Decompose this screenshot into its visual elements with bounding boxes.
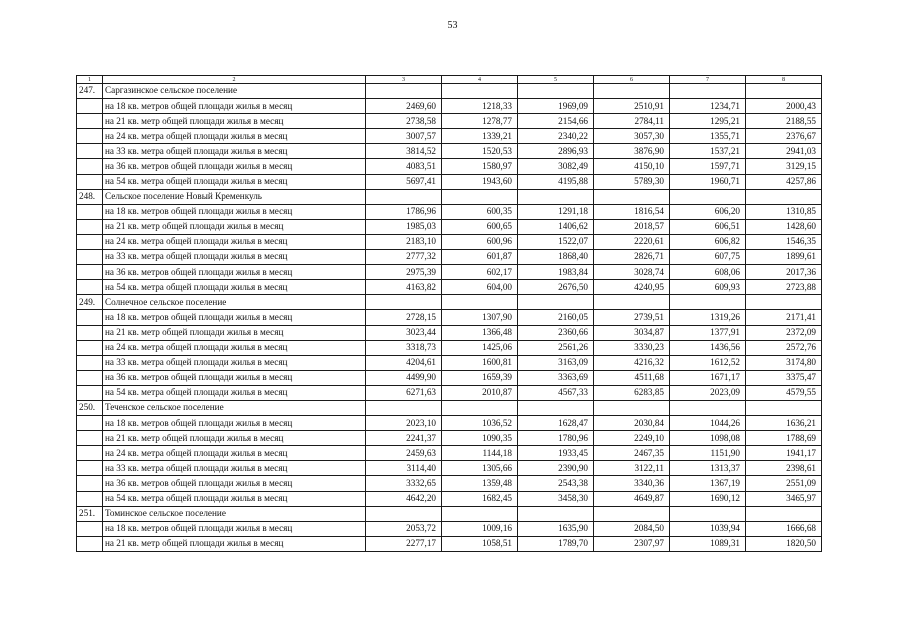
value-cell: 4083,51 — [366, 159, 442, 174]
table-row — [77, 114, 822, 129]
norm-description: на 21 кв. метр общей площади жилья в месяц — [103, 536, 366, 551]
value-cell: 4499,90 — [366, 370, 442, 385]
table-row — [77, 174, 822, 189]
norm-description: на 54 кв. метра общей площади жилья в месяц — [103, 385, 366, 400]
row-index — [77, 114, 103, 129]
value-cell: 2023,09 — [670, 385, 746, 400]
value-cell: 600,96 — [442, 234, 518, 249]
row-index — [77, 174, 103, 189]
row-index: 249. — [77, 295, 103, 310]
norm-description: на 24 кв. метра общей площади жилья в месяц — [103, 446, 366, 461]
value-cell: 1039,94 — [670, 521, 746, 536]
value-cell: 1058,51 — [442, 536, 518, 551]
value-cell: 2975,39 — [366, 265, 442, 280]
value-cell: 4642,20 — [366, 491, 442, 506]
value-cell: 1635,90 — [518, 521, 594, 536]
row-index: 251. — [77, 506, 103, 521]
row-index — [77, 144, 103, 159]
value-cell: 1899,61 — [746, 250, 822, 265]
value-cell: 600,65 — [442, 219, 518, 234]
value-cell: 1098,08 — [670, 431, 746, 446]
table-row — [77, 476, 822, 491]
value-cell: 3330,23 — [594, 340, 670, 355]
row-index: 250. — [77, 400, 103, 415]
value-cell — [594, 506, 670, 521]
table-row — [77, 144, 822, 159]
value-cell: 1436,56 — [670, 340, 746, 355]
value-cell: 1546,35 — [746, 234, 822, 249]
value-cell: 3057,30 — [594, 129, 670, 144]
value-cell: 2398,61 — [746, 461, 822, 476]
table-row — [77, 355, 822, 370]
value-cell — [366, 506, 442, 521]
table-row — [77, 385, 822, 400]
value-cell — [594, 84, 670, 99]
norm-description: на 54 кв. метра общей площади жилья в месяц — [103, 280, 366, 295]
value-cell — [670, 400, 746, 415]
row-index — [77, 446, 103, 461]
value-cell: 1036,52 — [442, 416, 518, 431]
value-cell: 608,06 — [670, 265, 746, 280]
row-index — [77, 99, 103, 114]
tariff-table — [76, 75, 822, 552]
table-row — [77, 265, 822, 280]
value-cell — [442, 400, 518, 415]
table-row — [77, 340, 822, 355]
value-cell: 606,20 — [670, 204, 746, 219]
norm-description: на 18 кв. метров общей площади жилья в месяц — [103, 204, 366, 219]
value-cell — [670, 84, 746, 99]
row-index — [77, 476, 103, 491]
page-number: 53 — [447, 20, 458, 31]
norm-description: на 33 кв. метра общей площади жилья в месяц — [103, 250, 366, 265]
value-cell: 2340,22 — [518, 129, 594, 144]
value-cell: 2561,26 — [518, 340, 594, 355]
row-index — [77, 536, 103, 551]
norm-description: на 24 кв. метра общей площади жилья в месяц — [103, 340, 366, 355]
norm-description: на 54 кв. метра общей площади жилья в месяц — [103, 174, 366, 189]
value-cell: 4204,61 — [366, 355, 442, 370]
value-cell: 3028,74 — [594, 265, 670, 280]
value-cell: 2220,61 — [594, 234, 670, 249]
value-cell: 2010,87 — [442, 385, 518, 400]
value-cell: 1366,48 — [442, 325, 518, 340]
value-cell: 3163,09 — [518, 355, 594, 370]
value-cell — [670, 506, 746, 521]
value-cell: 2277,17 — [366, 536, 442, 551]
value-cell: 3082,49 — [518, 159, 594, 174]
row-index — [77, 265, 103, 280]
value-cell: 1520,53 — [442, 144, 518, 159]
value-cell: 6271,63 — [366, 385, 442, 400]
value-cell: 2459,63 — [366, 446, 442, 461]
value-cell: 3465,97 — [746, 491, 822, 506]
section-row — [77, 84, 822, 99]
column-header: 2 — [103, 76, 366, 84]
value-cell: 1009,16 — [442, 521, 518, 536]
table-row — [77, 491, 822, 506]
value-cell — [518, 506, 594, 521]
value-cell — [518, 295, 594, 310]
value-cell: 2376,67 — [746, 129, 822, 144]
row-index — [77, 385, 103, 400]
norm-description: на 18 кв. метров общей площади жилья в месяц — [103, 310, 366, 325]
value-cell: 2469,60 — [366, 99, 442, 114]
value-cell: 1943,60 — [442, 174, 518, 189]
table-row — [77, 416, 822, 431]
value-cell — [366, 295, 442, 310]
value-cell: 1310,85 — [746, 204, 822, 219]
value-cell: 1537,21 — [670, 144, 746, 159]
value-cell — [594, 400, 670, 415]
value-cell: 2000,43 — [746, 99, 822, 114]
value-cell — [746, 84, 822, 99]
value-cell — [366, 400, 442, 415]
value-cell — [594, 295, 670, 310]
value-cell: 3023,44 — [366, 325, 442, 340]
value-cell: 2777,32 — [366, 250, 442, 265]
value-cell: 1983,84 — [518, 265, 594, 280]
value-cell: 2826,71 — [594, 250, 670, 265]
table-row — [77, 204, 822, 219]
column-header: 6 — [594, 76, 670, 84]
norm-description: на 33 кв. метра общей площади жилья в месяц — [103, 461, 366, 476]
table-row — [77, 234, 822, 249]
value-cell: 602,17 — [442, 265, 518, 280]
value-cell: 1307,90 — [442, 310, 518, 325]
value-cell: 1789,70 — [518, 536, 594, 551]
row-index — [77, 204, 103, 219]
value-cell: 1659,39 — [442, 370, 518, 385]
value-cell: 4240,95 — [594, 280, 670, 295]
value-cell: 1969,09 — [518, 99, 594, 114]
value-cell: 1636,21 — [746, 416, 822, 431]
value-cell: 1597,71 — [670, 159, 746, 174]
row-index — [77, 325, 103, 340]
value-cell: 2941,03 — [746, 144, 822, 159]
table-row — [77, 431, 822, 446]
section-row — [77, 506, 822, 521]
value-cell — [366, 84, 442, 99]
value-cell: 2017,36 — [746, 265, 822, 280]
row-index — [77, 521, 103, 536]
value-cell: 1044,26 — [670, 416, 746, 431]
value-cell: 1816,54 — [594, 204, 670, 219]
value-cell: 5697,41 — [366, 174, 442, 189]
value-cell: 4579,55 — [746, 385, 822, 400]
value-cell — [746, 400, 822, 415]
table-row — [77, 536, 822, 551]
value-cell — [366, 189, 442, 204]
column-header: 5 — [518, 76, 594, 84]
value-cell — [442, 295, 518, 310]
row-index — [77, 129, 103, 144]
value-cell: 4216,32 — [594, 355, 670, 370]
table-row — [77, 159, 822, 174]
settlement-name: Сельское поселение Новый Кременкуль — [103, 189, 366, 204]
value-cell: 3876,90 — [594, 144, 670, 159]
value-cell: 2084,50 — [594, 521, 670, 536]
value-cell: 2030,84 — [594, 416, 670, 431]
row-index — [77, 280, 103, 295]
section-row — [77, 189, 822, 204]
settlement-name: Саргазинское сельское поселение — [103, 84, 366, 99]
value-cell: 3340,36 — [594, 476, 670, 491]
value-cell: 1780,96 — [518, 431, 594, 446]
value-cell: 1786,96 — [366, 204, 442, 219]
value-cell: 1428,60 — [746, 219, 822, 234]
value-cell: 2018,57 — [594, 219, 670, 234]
table-row — [77, 370, 822, 385]
value-cell: 2543,38 — [518, 476, 594, 491]
value-cell: 2249,10 — [594, 431, 670, 446]
norm-description: на 24 кв. метра общей площади жилья в месяц — [103, 234, 366, 249]
value-cell — [442, 189, 518, 204]
section-row — [77, 295, 822, 310]
value-cell: 3114,40 — [366, 461, 442, 476]
value-cell: 601,87 — [442, 250, 518, 265]
column-header: 8 — [746, 76, 822, 84]
value-cell — [518, 400, 594, 415]
value-cell: 1295,21 — [670, 114, 746, 129]
value-cell: 1305,66 — [442, 461, 518, 476]
value-cell: 1960,71 — [670, 174, 746, 189]
value-cell: 3318,73 — [366, 340, 442, 355]
value-cell: 2307,97 — [594, 536, 670, 551]
value-cell: 3375,47 — [746, 370, 822, 385]
value-cell: 3174,80 — [746, 355, 822, 370]
value-cell: 1313,37 — [670, 461, 746, 476]
row-index — [77, 370, 103, 385]
value-cell — [746, 189, 822, 204]
column-header: 4 — [442, 76, 518, 84]
value-cell: 1406,62 — [518, 219, 594, 234]
table-row — [77, 219, 822, 234]
row-index — [77, 219, 103, 234]
row-index — [77, 159, 103, 174]
value-cell: 1359,48 — [442, 476, 518, 491]
value-cell: 2510,91 — [594, 99, 670, 114]
value-cell: 1144,18 — [442, 446, 518, 461]
value-cell — [746, 506, 822, 521]
value-cell: 2390,90 — [518, 461, 594, 476]
value-cell: 2023,10 — [366, 416, 442, 431]
table-body — [77, 76, 822, 552]
column-header-row — [77, 76, 822, 84]
norm-description: на 21 кв. метр общей площади жилья в месяц — [103, 219, 366, 234]
value-cell: 2551,09 — [746, 476, 822, 491]
value-cell: 3007,57 — [366, 129, 442, 144]
value-cell: 2372,09 — [746, 325, 822, 340]
value-cell: 1666,68 — [746, 521, 822, 536]
norm-description: на 33 кв. метра общей площади жилья в месяц — [103, 144, 366, 159]
value-cell: 2241,37 — [366, 431, 442, 446]
value-cell: 3458,30 — [518, 491, 594, 506]
value-cell: 607,75 — [670, 250, 746, 265]
table-row — [77, 461, 822, 476]
row-index — [77, 431, 103, 446]
value-cell: 604,00 — [442, 280, 518, 295]
value-cell: 600,35 — [442, 204, 518, 219]
value-cell: 1868,40 — [518, 250, 594, 265]
value-cell: 1234,71 — [670, 99, 746, 114]
value-cell: 4511,68 — [594, 370, 670, 385]
value-cell: 1339,21 — [442, 129, 518, 144]
value-cell: 1425,06 — [442, 340, 518, 355]
value-cell: 2171,41 — [746, 310, 822, 325]
table-row — [77, 280, 822, 295]
value-cell: 1355,71 — [670, 129, 746, 144]
value-cell: 1522,07 — [518, 234, 594, 249]
value-cell — [746, 295, 822, 310]
value-cell — [670, 295, 746, 310]
value-cell: 4257,86 — [746, 174, 822, 189]
value-cell: 1600,81 — [442, 355, 518, 370]
value-cell: 609,93 — [670, 280, 746, 295]
value-cell: 1089,31 — [670, 536, 746, 551]
row-index — [77, 461, 103, 476]
norm-description: на 18 кв. метров общей площади жилья в месяц — [103, 416, 366, 431]
value-cell: 3363,69 — [518, 370, 594, 385]
value-cell: 1218,33 — [442, 99, 518, 114]
norm-description: на 54 кв. метра общей площади жилья в месяц — [103, 491, 366, 506]
table-row — [77, 129, 822, 144]
value-cell: 2360,66 — [518, 325, 594, 340]
table-row — [77, 325, 822, 340]
row-index — [77, 355, 103, 370]
value-cell: 3332,65 — [366, 476, 442, 491]
value-cell — [518, 189, 594, 204]
value-cell: 2183,10 — [366, 234, 442, 249]
value-cell — [670, 189, 746, 204]
value-cell: 1612,52 — [670, 355, 746, 370]
row-index — [77, 310, 103, 325]
norm-description: на 21 кв. метр общей площади жилья в месяц — [103, 325, 366, 340]
value-cell: 4163,82 — [366, 280, 442, 295]
value-cell: 4195,88 — [518, 174, 594, 189]
value-cell — [442, 506, 518, 521]
row-index — [77, 416, 103, 431]
value-cell: 1933,45 — [518, 446, 594, 461]
value-cell: 1090,35 — [442, 431, 518, 446]
row-index: 247. — [77, 84, 103, 99]
table-row — [77, 310, 822, 325]
value-cell: 2723,88 — [746, 280, 822, 295]
value-cell: 6283,85 — [594, 385, 670, 400]
value-cell: 1682,45 — [442, 491, 518, 506]
value-cell: 1580,97 — [442, 159, 518, 174]
value-cell: 2188,55 — [746, 114, 822, 129]
value-cell: 2160,05 — [518, 310, 594, 325]
value-cell: 3122,11 — [594, 461, 670, 476]
row-index: 248. — [77, 189, 103, 204]
table-row — [77, 521, 822, 536]
norm-description: на 36 кв. метров общей площади жилья в месяц — [103, 159, 366, 174]
value-cell: 4649,87 — [594, 491, 670, 506]
value-cell: 1319,26 — [670, 310, 746, 325]
value-cell: 4150,10 — [594, 159, 670, 174]
value-cell: 1820,50 — [746, 536, 822, 551]
value-cell: 1278,77 — [442, 114, 518, 129]
value-cell: 4567,33 — [518, 385, 594, 400]
value-cell: 5789,30 — [594, 174, 670, 189]
norm-description: на 21 кв. метр общей площади жилья в месяц — [103, 431, 366, 446]
value-cell: 2728,15 — [366, 310, 442, 325]
value-cell — [518, 84, 594, 99]
value-cell: 1985,03 — [366, 219, 442, 234]
value-cell: 2739,51 — [594, 310, 670, 325]
norm-description: на 36 кв. метров общей площади жилья в месяц — [103, 370, 366, 385]
value-cell: 606,51 — [670, 219, 746, 234]
row-index — [77, 234, 103, 249]
value-cell: 2154,66 — [518, 114, 594, 129]
settlement-name: Теченское сельское поселение — [103, 400, 366, 415]
value-cell: 3129,15 — [746, 159, 822, 174]
row-index — [77, 340, 103, 355]
value-cell: 2896,93 — [518, 144, 594, 159]
norm-description: на 18 кв. метров общей площади жилья в месяц — [103, 99, 366, 114]
norm-description: на 33 кв. метра общей площади жилья в месяц — [103, 355, 366, 370]
norm-description: на 36 кв. метров общей площади жилья в месяц — [103, 476, 366, 491]
table-row — [77, 446, 822, 461]
norm-description: на 21 кв. метр общей площади жилья в месяц — [103, 114, 366, 129]
section-row — [77, 400, 822, 415]
value-cell — [594, 189, 670, 204]
column-header: 7 — [670, 76, 746, 84]
value-cell: 2572,76 — [746, 340, 822, 355]
value-cell — [442, 84, 518, 99]
row-index — [77, 491, 103, 506]
value-cell: 1377,91 — [670, 325, 746, 340]
row-index — [77, 250, 103, 265]
value-cell: 1291,18 — [518, 204, 594, 219]
settlement-name: Томинское сельское поселение — [103, 506, 366, 521]
value-cell: 2784,11 — [594, 114, 670, 129]
value-cell: 1941,17 — [746, 446, 822, 461]
value-cell: 2676,50 — [518, 280, 594, 295]
table-row — [77, 250, 822, 265]
column-header: 3 — [366, 76, 442, 84]
value-cell: 3034,87 — [594, 325, 670, 340]
norm-description: на 24 кв. метра общей площади жилья в месяц — [103, 129, 366, 144]
norm-description: на 18 кв. метров общей площади жилья в месяц — [103, 521, 366, 536]
table-row — [77, 99, 822, 114]
value-cell: 1690,12 — [670, 491, 746, 506]
value-cell: 2738,58 — [366, 114, 442, 129]
settlement-name: Солнечное сельское поселение — [103, 295, 366, 310]
norm-description: на 36 кв. метров общей площади жилья в месяц — [103, 265, 366, 280]
value-cell: 2467,35 — [594, 446, 670, 461]
value-cell: 1151,90 — [670, 446, 746, 461]
value-cell: 1367,19 — [670, 476, 746, 491]
value-cell: 1788,69 — [746, 431, 822, 446]
column-header: 1 — [77, 76, 103, 84]
value-cell: 3814,52 — [366, 144, 442, 159]
value-cell: 1671,17 — [670, 370, 746, 385]
value-cell: 1628,47 — [518, 416, 594, 431]
value-cell: 606,82 — [670, 234, 746, 249]
value-cell: 2053,72 — [366, 521, 442, 536]
